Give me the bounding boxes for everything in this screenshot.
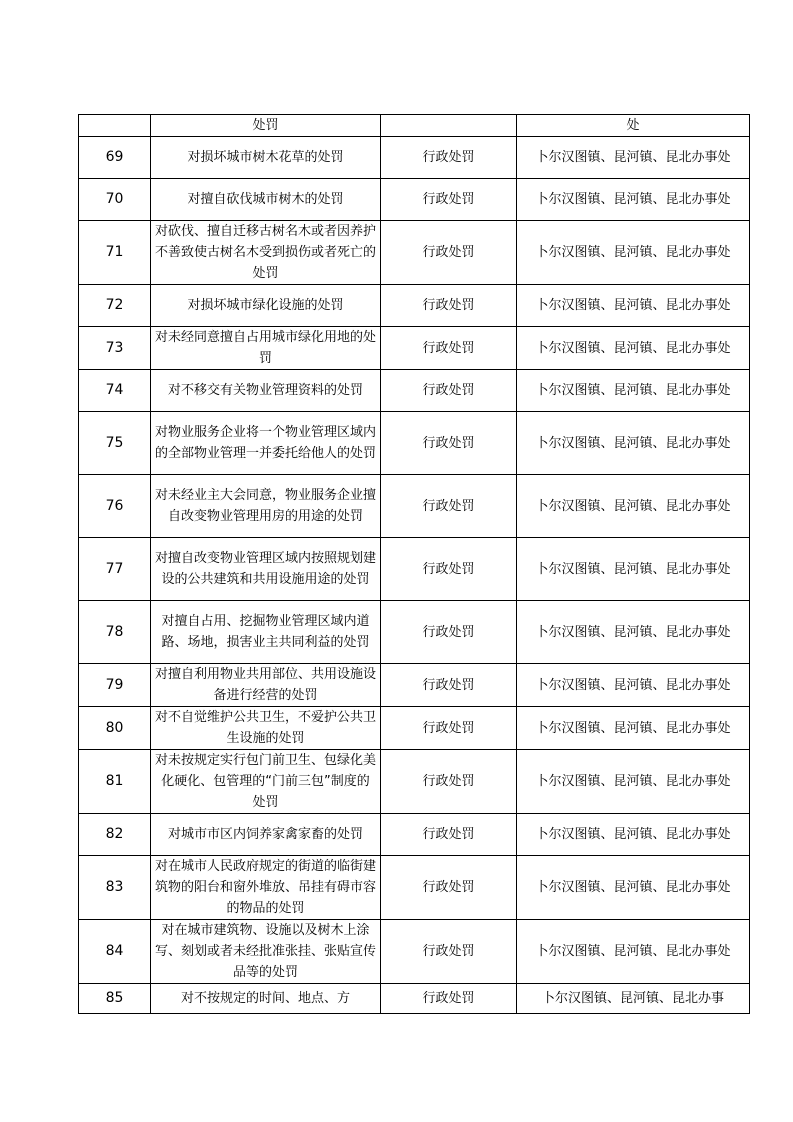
table-row xyxy=(79,412,750,475)
table-row xyxy=(79,370,750,412)
row-number: 76 xyxy=(79,475,151,538)
row-dept: 卜尔汉图镇、昆河镇、昆北办事处 xyxy=(517,664,750,707)
row-number: 73 xyxy=(79,327,151,370)
row-type: 行政处罚 xyxy=(381,707,517,750)
row-type: 行政处罚 xyxy=(381,750,517,814)
row-type: 行政处罚 xyxy=(381,137,517,179)
table-header-row xyxy=(79,115,750,137)
table-row xyxy=(79,814,750,856)
table-row xyxy=(79,327,750,370)
row-type: 行政处罚 xyxy=(381,412,517,475)
header-type xyxy=(381,115,517,137)
row-number: 75 xyxy=(79,412,151,475)
row-item: 对损坏城市绿化设施的处罚 xyxy=(151,285,381,327)
table-row xyxy=(79,285,750,327)
row-type: 行政处罚 xyxy=(381,814,517,856)
row-type: 行政处罚 xyxy=(381,475,517,538)
row-number: 84 xyxy=(79,920,151,984)
row-item: 对擅自改变物业管理区域内按照规划建设的公共建筑和共用设施用途的处罚 xyxy=(151,538,381,601)
row-number: 83 xyxy=(79,856,151,920)
row-number: 82 xyxy=(79,814,151,856)
penalty-table xyxy=(78,114,750,1014)
row-item: 对在城市建筑物、设施以及树木上涂写、刻划或者未经批准张挂、张贴宣传品等的处罚 xyxy=(151,920,381,984)
row-dept: 卜尔汉图镇、昆河镇、昆北办事处 xyxy=(517,707,750,750)
row-number: 80 xyxy=(79,707,151,750)
row-number: 72 xyxy=(79,285,151,327)
row-item: 对城市市区内饲养家禽家畜的处罚 xyxy=(151,814,381,856)
row-item: 对在城市人民政府规定的街道的临街建筑物的阳台和窗外堆放、吊挂有碍市容的物品的处罚 xyxy=(151,856,381,920)
table-row xyxy=(79,179,750,221)
table-row xyxy=(79,707,750,750)
header-dept: 处 xyxy=(517,115,750,137)
row-dept: 卜尔汉图镇、昆河镇、昆北办事处 xyxy=(517,412,750,475)
row-dept: 卜尔汉图镇、昆河镇、昆北办事处 xyxy=(517,221,750,285)
row-dept: 卜尔汉图镇、昆河镇、昆北办事处 xyxy=(517,475,750,538)
row-number: 74 xyxy=(79,370,151,412)
row-type: 行政处罚 xyxy=(381,856,517,920)
table-row xyxy=(79,601,750,664)
table-row xyxy=(79,750,750,814)
row-dept: 卜尔汉图镇、昆河镇、昆北办事处 xyxy=(517,750,750,814)
row-dept: 卜尔汉图镇、昆河镇、昆北办事处 xyxy=(517,370,750,412)
row-type: 行政处罚 xyxy=(381,370,517,412)
row-number: 79 xyxy=(79,664,151,707)
row-item: 对砍伐、擅自迁移古树名木或者因养护不善致使古树名木受到损伤或者死亡的处罚 xyxy=(151,221,381,285)
row-dept: 卜尔汉图镇、昆河镇、昆北办事 xyxy=(517,984,750,1014)
row-number: 81 xyxy=(79,750,151,814)
table-row xyxy=(79,475,750,538)
row-number: 70 xyxy=(79,179,151,221)
row-type: 行政处罚 xyxy=(381,179,517,221)
table-row xyxy=(79,538,750,601)
row-dept: 卜尔汉图镇、昆河镇、昆北办事处 xyxy=(517,856,750,920)
row-type: 行政处罚 xyxy=(381,221,517,285)
row-item: 对未经同意擅自占用城市绿化用地的处罚 xyxy=(151,327,381,370)
table-row xyxy=(79,137,750,179)
table-row xyxy=(79,664,750,707)
row-type: 行政处罚 xyxy=(381,664,517,707)
row-number: 85 xyxy=(79,984,151,1014)
row-type: 行政处罚 xyxy=(381,327,517,370)
row-dept: 卜尔汉图镇、昆河镇、昆北办事处 xyxy=(517,601,750,664)
row-item: 对擅自利用物业共用部位、共用设施设备进行经营的处罚 xyxy=(151,664,381,707)
row-item: 对未按规定实行包门前卫生、包绿化美化硬化、包管理的“门前三包”制度的处罚 xyxy=(151,750,381,814)
row-item: 对不自觉维护公共卫生，不爱护公共卫生设施的处罚 xyxy=(151,707,381,750)
table-row xyxy=(79,984,750,1014)
row-type: 行政处罚 xyxy=(381,920,517,984)
row-dept: 卜尔汉图镇、昆河镇、昆北办事处 xyxy=(517,285,750,327)
row-type: 行政处罚 xyxy=(381,538,517,601)
header-no xyxy=(79,115,151,137)
row-number: 78 xyxy=(79,601,151,664)
row-item: 对物业服务企业将一个物业管理区域内的全部物业管理一并委托给他人的处罚 xyxy=(151,412,381,475)
row-number: 69 xyxy=(79,137,151,179)
row-type: 行政处罚 xyxy=(381,984,517,1014)
row-type: 行政处罚 xyxy=(381,601,517,664)
row-type: 行政处罚 xyxy=(381,285,517,327)
row-item: 对不按规定的时间、地点、方 xyxy=(151,984,381,1014)
row-dept: 卜尔汉图镇、昆河镇、昆北办事处 xyxy=(517,920,750,984)
row-item: 对未经业主大会同意，物业服务企业擅自改变物业管理用房的用途的处罚 xyxy=(151,475,381,538)
row-item: 对擅自占用、挖掘物业管理区域内道路、场地，损害业主共同利益的处罚 xyxy=(151,601,381,664)
row-dept: 卜尔汉图镇、昆河镇、昆北办事处 xyxy=(517,137,750,179)
table-row xyxy=(79,221,750,285)
row-item: 对不移交有关物业管理资料的处罚 xyxy=(151,370,381,412)
row-item: 对擅自砍伐城市树木的处罚 xyxy=(151,179,381,221)
table-row xyxy=(79,920,750,984)
row-number: 77 xyxy=(79,538,151,601)
row-dept: 卜尔汉图镇、昆河镇、昆北办事处 xyxy=(517,814,750,856)
row-number: 71 xyxy=(79,221,151,285)
row-dept: 卜尔汉图镇、昆河镇、昆北办事处 xyxy=(517,327,750,370)
row-dept: 卜尔汉图镇、昆河镇、昆北办事处 xyxy=(517,538,750,601)
header-item: 处罚 xyxy=(151,115,381,137)
row-item: 对损坏城市树木花草的处罚 xyxy=(151,137,381,179)
table-row xyxy=(79,856,750,920)
row-dept: 卜尔汉图镇、昆河镇、昆北办事处 xyxy=(517,179,750,221)
